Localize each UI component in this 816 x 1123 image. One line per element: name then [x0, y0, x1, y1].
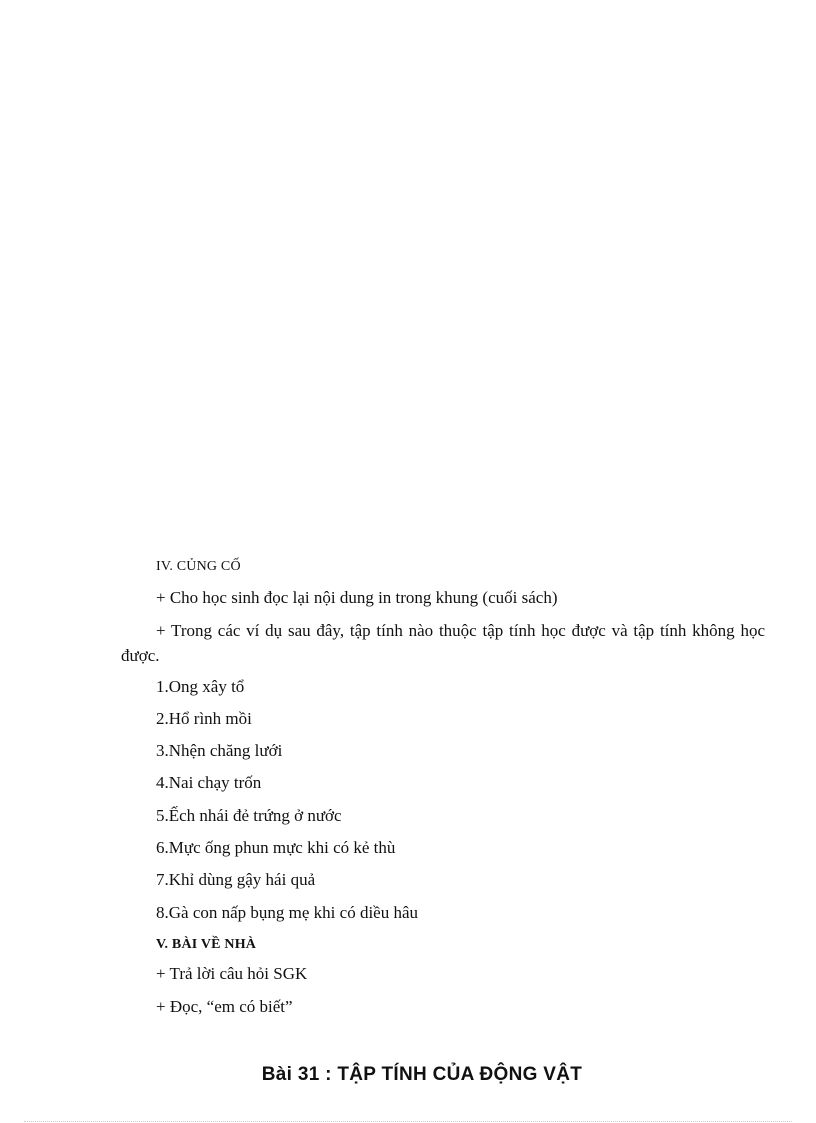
- example-item-1: 1.Ong xây tổ: [156, 677, 245, 696]
- lesson-title: Bài 31 : TẬP TÍNH CỦA ĐỘNG VẬT: [261, 1064, 583, 1085]
- section-iv-item-2: + Trong các ví dụ sau đây, tập tính nào thuộc tập tính học được và tập tính không học được.: [121, 621, 765, 665]
- example-item-7: 7.Khỉ dùng gậy hái quả: [156, 870, 316, 889]
- example-item-6: 6.Mực ống phun mực khi có kẻ thù: [156, 838, 396, 857]
- section-iv-heading: IV. CỦNG CỐ: [156, 559, 241, 574]
- example-item-5: 5.Ếch nhái đẻ trứng ở nước: [156, 806, 342, 825]
- example-item-2: 2.Hổ rình mồi: [156, 709, 252, 728]
- section-iv-item-1: + Cho học sinh đọc lại nội dung in trong khung (cuối sách): [156, 588, 558, 607]
- example-item-8: 8.Gà con nấp bụng mẹ khi có diều hâu: [156, 903, 419, 922]
- example-item-4: 4.Nai chạy trốn: [156, 773, 262, 792]
- section-v-heading: V. BÀI VỀ NHÀ: [156, 937, 257, 952]
- section-v-item-1: + Trả lời câu hỏi SGK: [156, 964, 308, 983]
- example-item-3: 3.Nhện chăng lưới: [156, 741, 283, 760]
- section-v-item-2: + Đọc, “em có biết”: [156, 997, 293, 1016]
- page-bottom-divider: [24, 1121, 792, 1122]
